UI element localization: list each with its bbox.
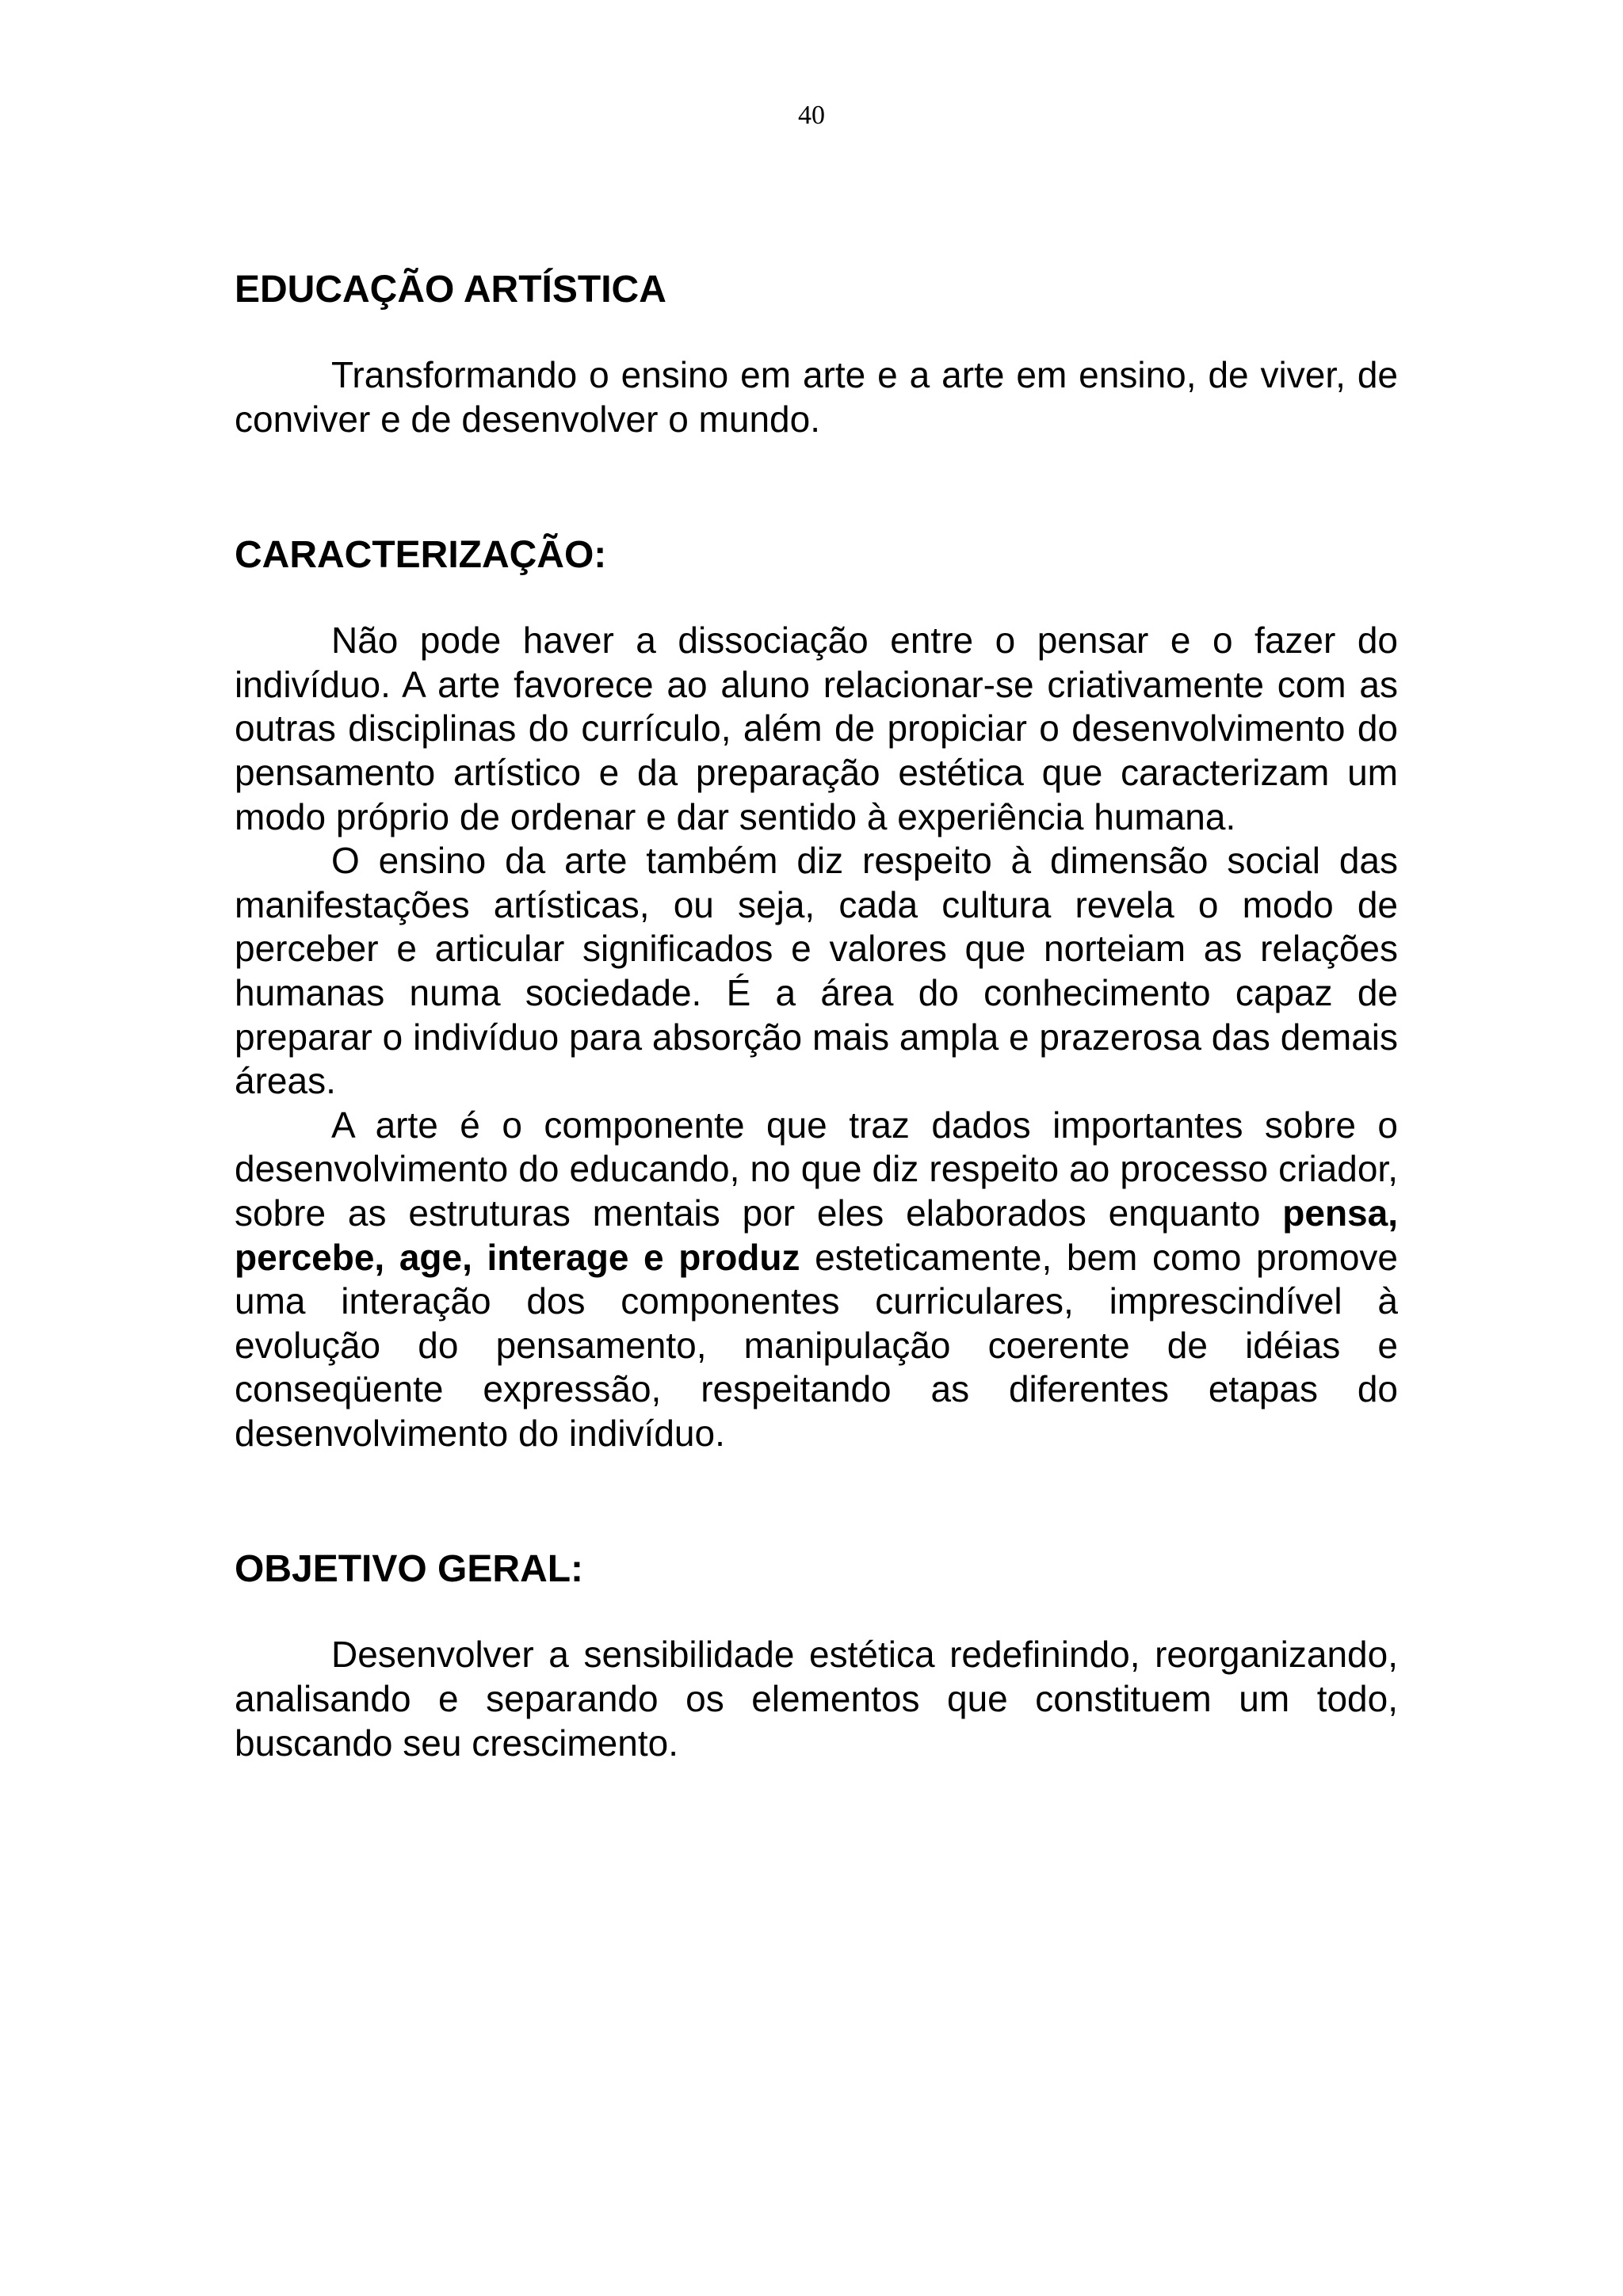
paragraph-3-bold-verbs: pensa, percebe, age, interage e produz	[235, 1192, 1398, 1278]
objetivo-geral-heading: OBJETIVO GERAL:	[235, 1548, 584, 1591]
caracterizacao-paragraph-2: O ensino da arte também diz respeito à dimensão social das manifestações artísticas, ou seja, cada cultura revela o modo de perceber e articular significados e valores que norteiam as relações humanas numa sociedade. É a área do conhecimento capaz de preparar o indivíduo para absorção mais ampla e prazerosa das demais áreas.	[235, 840, 1398, 1102]
objetivo-geral-paragraph: Desenvolver a sensibilidade estética redefinindo, reorganizando, analisando e separando os elementos que constituem um todo, buscando seu crescimento.	[235, 1634, 1398, 1764]
intro-paragraph: Transformando o ensino em arte e a arte em ensino, de viver, de conviver e de desenvolver o mundo.	[235, 354, 1398, 440]
caracterizacao-heading: CARACTERIZAÇÃO:	[235, 534, 607, 577]
caracterizacao-paragraph-3	[235, 1104, 1398, 1456]
section-title: EDUCAÇÃO ARTÍSTICA	[235, 269, 666, 311]
caracterizacao-paragraph-1: Não pode haver a dissociação entre o pensar e o fazer do indivíduo. A arte favorece ao aluno relacionar-se criativamente com as outras disciplinas do currículo, além de propiciar o desenvolvimento do pensamento artístico e da preparação estética que caracterizam um modo próprio de ordenar e dar sentido à experiência humana.	[235, 620, 1398, 837]
document-body	[235, 268, 1398, 1765]
paragraph-3-start: A arte é o componente que traz dados importantes sobre o desenvolvimento do educando, no que diz respeito ao processo criador, sobre as estruturas mentais por eles elaborados enquanto	[235, 1104, 1398, 1234]
paragraph-3-end: esteticamente, bem como promove uma interação dos componentes curriculares, imprescindível à evolução do pensamento, manipulação coerente de idéias e conseqüente expressão, respeitando as diferentes etapas do desenvolvimento do indivíduo.	[235, 1236, 1399, 1454]
page-number: 40	[798, 101, 825, 130]
